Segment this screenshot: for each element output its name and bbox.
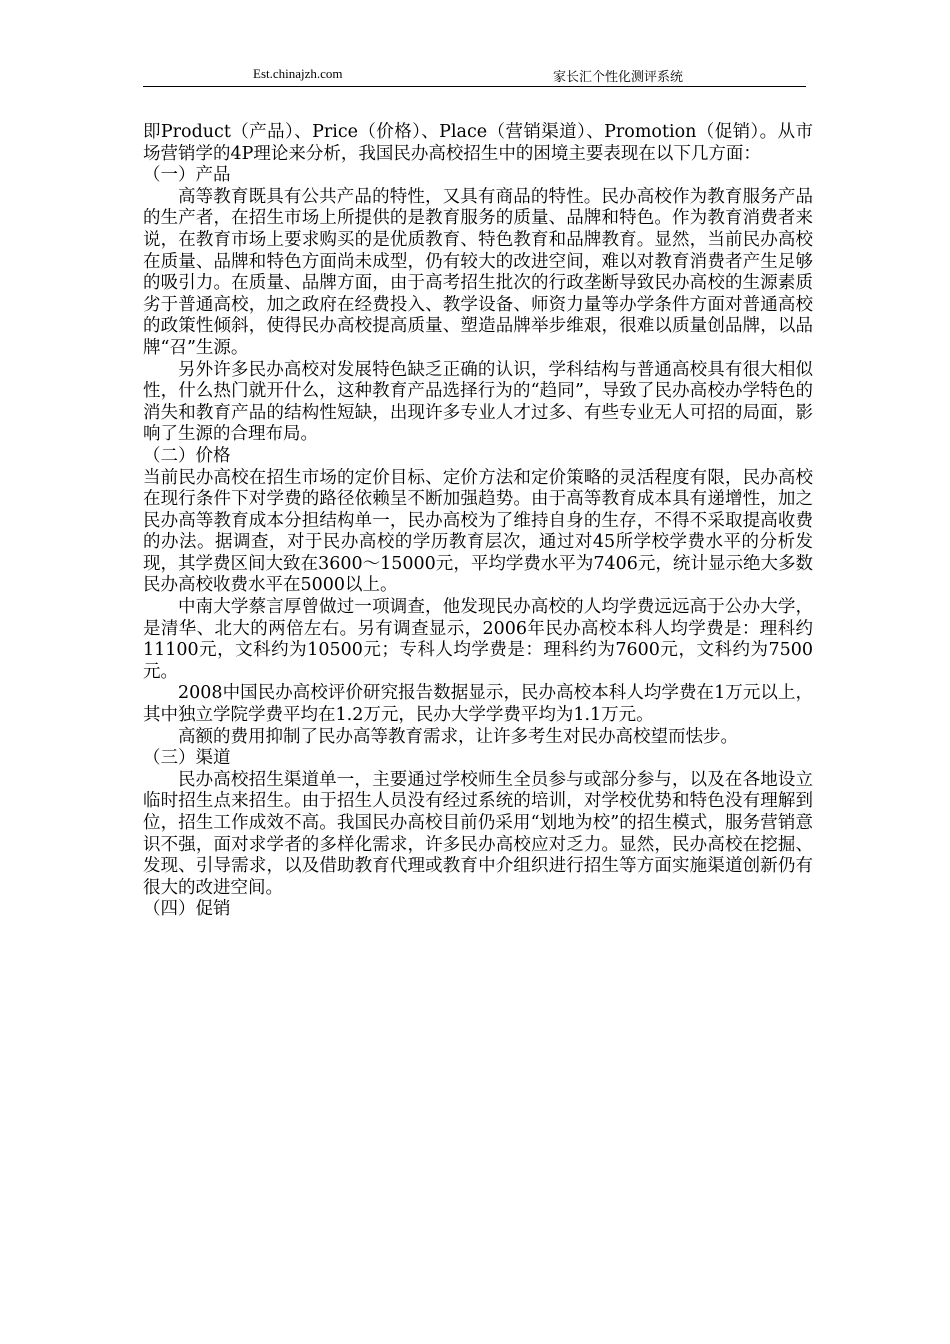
page-header — [143, 62, 806, 87]
paragraph: 即Product（产品）、Price（价格）、Place（营销渠道）、Promotion（促销）。从市场营销学的4P理论来分析，我国民办高校招生中的困境主要表现在以下几方面： — [143, 122, 813, 164]
section-heading: （一）产品 — [143, 165, 231, 186]
paragraph: 中南大学蔡言厚曾做过一项调查，他发现民办高校的人均学费远远高于公办大学，是清华、北大的两倍左右。另有调查显示，2006年民办高校本科人均学费是：理科约11100元，文科约为10500元；专科人均学费是：理科约为7600元，文科约为7500元。 — [143, 597, 813, 682]
paragraph: 高等教育既具有公共产品的特性，又具有商品的特性。民办高校作为教育服务产品的生产者，在招生市场上所提供的是教育服务的质量、品牌和特色。作为教育消费者来说，在教育市场上要求购买的是优质教育、特色教育和品牌教育。显然，当前民办高校在质量、品牌和特色方面尚未成型，仍有较大的改进空间，难以对教育消费者产生足够的吸引力。在质量、品牌方面，由于高考招生批次的行政垄断导致民办高校的生源素质劣于普通高校，加之政府在经费投入、教学设备、师资力量等办学条件方面对普通高校的政策性倾斜，使得民办高校提高质量、塑造品牌举步维艰，很难以质量创品牌，以品牌“召”生源。 — [143, 186, 813, 358]
paragraph: 高额的费用抑制了民办高等教育需求，让许多考生对民办高校望而怯步。 — [178, 726, 738, 747]
section-heading: （三）渠道 — [143, 748, 231, 769]
paragraph: 另外许多民办高校对发展特色缺乏正确的认识，学科结构与普通高校具有很大相似性，什么热门就开什么，这种教育产品选择行为的“趋同”，导致了民办高校办学特色的消失和教育产品的结构性短缺，出现许多专业人才过多、有些专业无人可招的局面，影响了生源的合理布局。 — [143, 359, 813, 445]
document-body — [143, 122, 813, 921]
section-heading: （四）促销 — [143, 899, 231, 920]
header-site: Est.chinajzh.com — [253, 66, 343, 81]
paragraph: 当前民办高校在招生市场的定价目标、定价方法和定价策略的灵活程度有限，民办高校在现行条件下对学费的路径依赖呈不断加强趋势。由于高等教育成本具有递增性，加之民办高等教育成本分担结构单一，民办高校为了维持自身的生存，不得不采取提高收费的办法。据调查，对于民办高校的学历教育层次，通过对45所学校学费水平的分析发现，其学费区间大致在3600～15000元，平均学费水平为7406元，统计显示绝大多数民办高校收费水平在5000以上。 — [143, 467, 813, 596]
header-system-title: 家长汇个性化测评系统 — [553, 69, 684, 84]
paragraph: 2008中国民办高校评价研究报告数据显示，民办高校本科人均学费在1万元以上，其中独立学院学费平均在1.2万元，民办大学学费平均为1.1万元。 — [143, 683, 813, 726]
section-heading: （二）价格 — [143, 445, 231, 466]
paragraph: 民办高校招生渠道单一，主要通过学校师生全员参与或部分参与，以及在各地设立临时招生点来招生。由于招生人员没有经过系统的培训，对学校优势和特色没有理解到位，招生工作成效不高。我国民办高校目前仍采用“划地为校”的招生模式，服务营销意识不强，面对求学者的多样化需求，许多民办高校应对乏力。显然，民办高校在挖掘、发现、引导需求，以及借助教育代理或教育中介组织进行招生等方面实施渠道创新仍有很大的改进空间。 — [143, 769, 813, 898]
